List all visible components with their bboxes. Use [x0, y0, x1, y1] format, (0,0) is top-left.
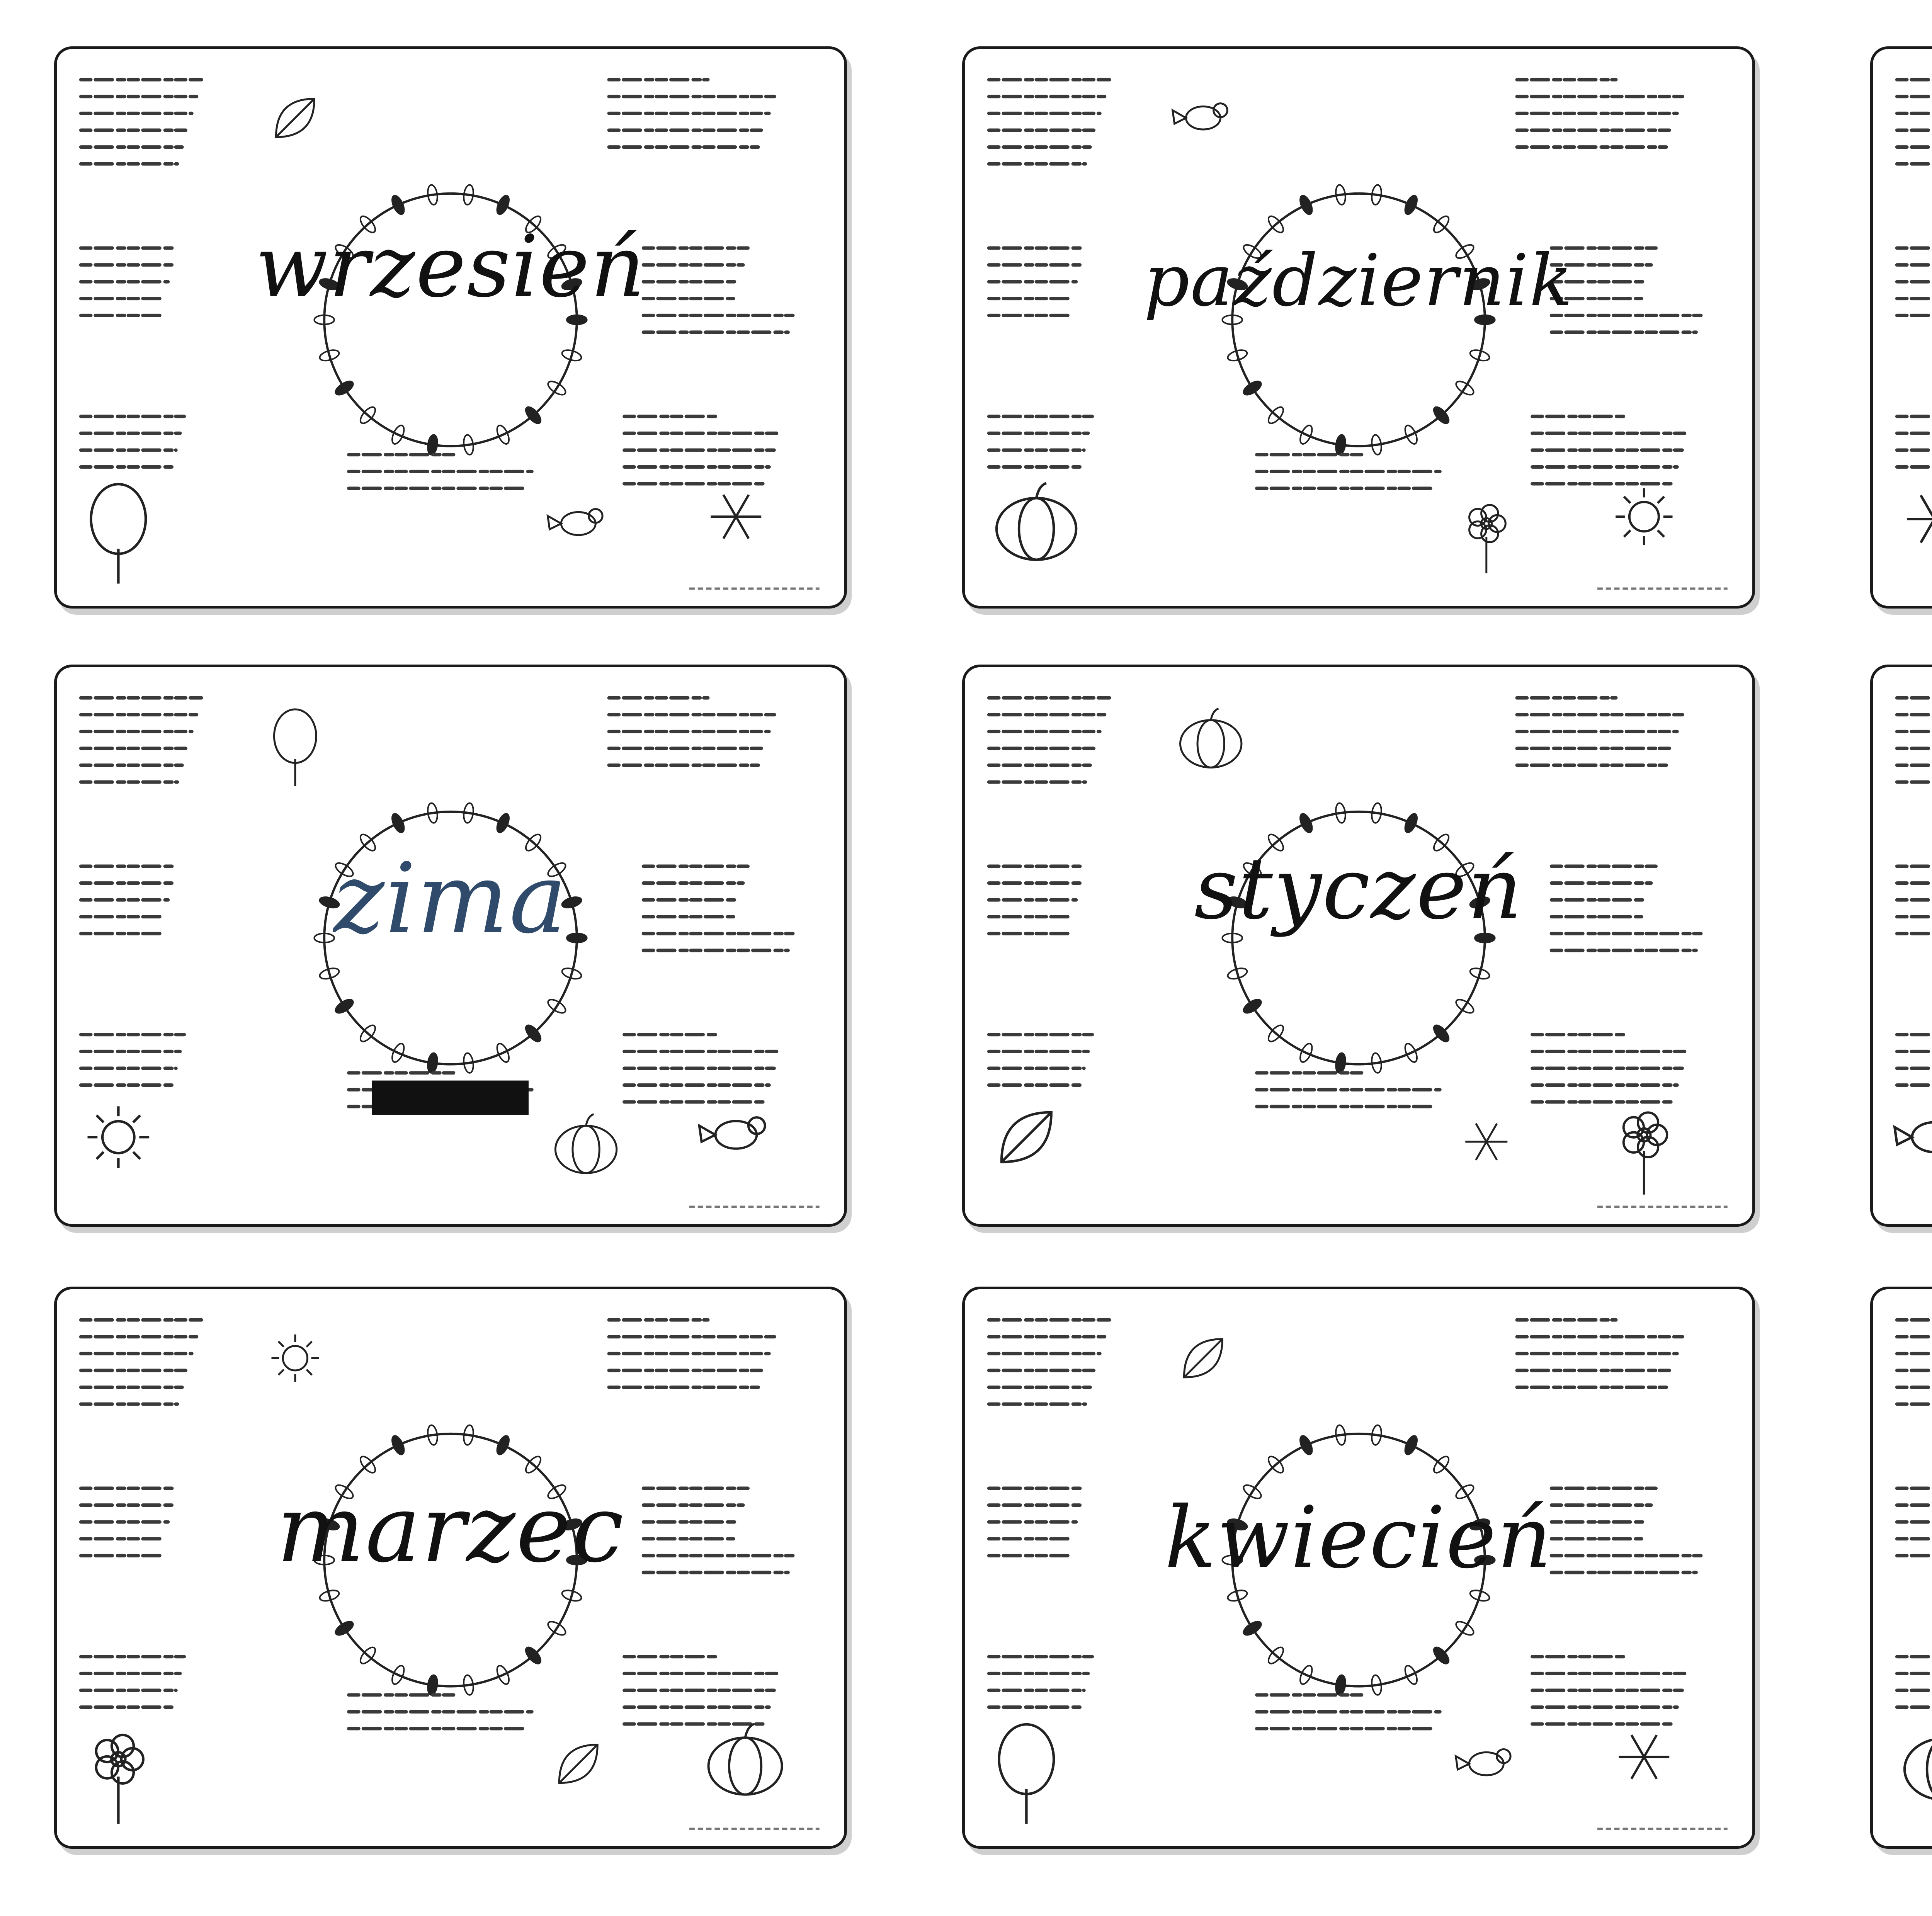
- month-title: styczeń: [1194, 839, 1523, 938]
- leaf-illustration: [559, 1745, 597, 1783]
- sheet-illustrations: [1873, 1289, 1932, 1846]
- wreath-leaf: [390, 812, 406, 834]
- flake-illustration: [1619, 1735, 1669, 1779]
- tree-illustration: [91, 484, 146, 583]
- month-sheet-3: [1870, 46, 1932, 609]
- month-sheet-5: [962, 665, 1755, 1227]
- bird-illustration: [1895, 1118, 1932, 1152]
- wreath-leaf: [390, 1434, 406, 1456]
- wreath-leaf: [1335, 1052, 1347, 1073]
- wreath-leaf: [1403, 1434, 1419, 1456]
- sheet-illustrations: [57, 49, 844, 606]
- month-sheet-7: [54, 1287, 847, 1849]
- leaf-illustration: [1184, 1339, 1222, 1377]
- wreath-leaf: [1298, 1434, 1315, 1456]
- wreath-leaf: [1298, 194, 1315, 216]
- wreath-leaf: [495, 1434, 511, 1456]
- flake-illustration: [1465, 1124, 1507, 1160]
- month-title: zima: [333, 842, 568, 955]
- wreath-leaf: [1335, 434, 1347, 455]
- leaf-illustration: [276, 99, 314, 137]
- wreath-leaf: [1242, 997, 1263, 1015]
- month-title: [1873, 1449, 1932, 1561]
- month-sheet-8: [962, 1287, 1755, 1849]
- month-sheet-4: [54, 665, 847, 1227]
- wreath-leaf: [1242, 1619, 1263, 1637]
- month-title: październik: [1144, 239, 1573, 323]
- pumpkin-illustration: [1180, 709, 1241, 768]
- wreath-leaf: [1335, 1675, 1347, 1695]
- bird-illustration: [699, 1117, 765, 1149]
- month-sheet-2: [962, 46, 1755, 609]
- sun-illustration: [88, 1106, 150, 1168]
- flower-illustration: [1624, 1112, 1667, 1194]
- wreath-leaf: [333, 997, 355, 1015]
- bird-illustration: [548, 509, 603, 535]
- bird-illustration: [1456, 1749, 1511, 1775]
- flake-illustration: [1907, 495, 1932, 543]
- pumpkin-illustration: [555, 1114, 616, 1173]
- month-title: marzec: [276, 1475, 625, 1583]
- month-sheet-9: [1870, 1287, 1932, 1849]
- wreath-leaf: [427, 1052, 439, 1073]
- wreath-leaf: [495, 194, 511, 216]
- pumpkin-illustration: [1905, 1723, 1932, 1800]
- wreath-leaf: [1242, 379, 1263, 397]
- snow-globe-base: [372, 1081, 529, 1115]
- tree-illustration: [999, 1724, 1054, 1824]
- leaf-illustration: [1002, 1112, 1051, 1162]
- pumpkin-illustration: [709, 1724, 782, 1795]
- flower-illustration: [96, 1735, 143, 1824]
- wreath-leaf: [427, 1675, 439, 1695]
- month-title: [1873, 831, 1932, 948]
- wreath-leaf: [567, 315, 587, 325]
- month-sheet-1: [54, 46, 847, 609]
- wreath-leaf: [1298, 812, 1315, 834]
- wreath-leaf: [333, 1619, 355, 1637]
- flower-illustration: [1469, 505, 1506, 573]
- wreath-leaf: [427, 434, 439, 455]
- wreath-leaf: [495, 812, 511, 834]
- sun-illustration: [1616, 488, 1672, 545]
- month-title: wrzesień: [255, 217, 646, 316]
- wreath-leaf: [333, 379, 355, 397]
- pumpkin-illustration: [997, 483, 1076, 559]
- month-title: [1873, 260, 1932, 352]
- sheet-illustrations: [965, 49, 1752, 606]
- month-title: kwiecień: [1165, 1488, 1553, 1587]
- bird-illustration: [1173, 104, 1228, 129]
- sun-illustration: [272, 1335, 319, 1382]
- wreath-leaf: [1403, 194, 1419, 216]
- wreath-leaf: [1403, 812, 1419, 834]
- flake-illustration: [711, 495, 761, 539]
- wreath-leaf: [390, 194, 406, 216]
- month-sheet-6: [1870, 665, 1932, 1227]
- tree-illustration: [274, 709, 316, 786]
- sheet-illustrations: [965, 667, 1752, 1224]
